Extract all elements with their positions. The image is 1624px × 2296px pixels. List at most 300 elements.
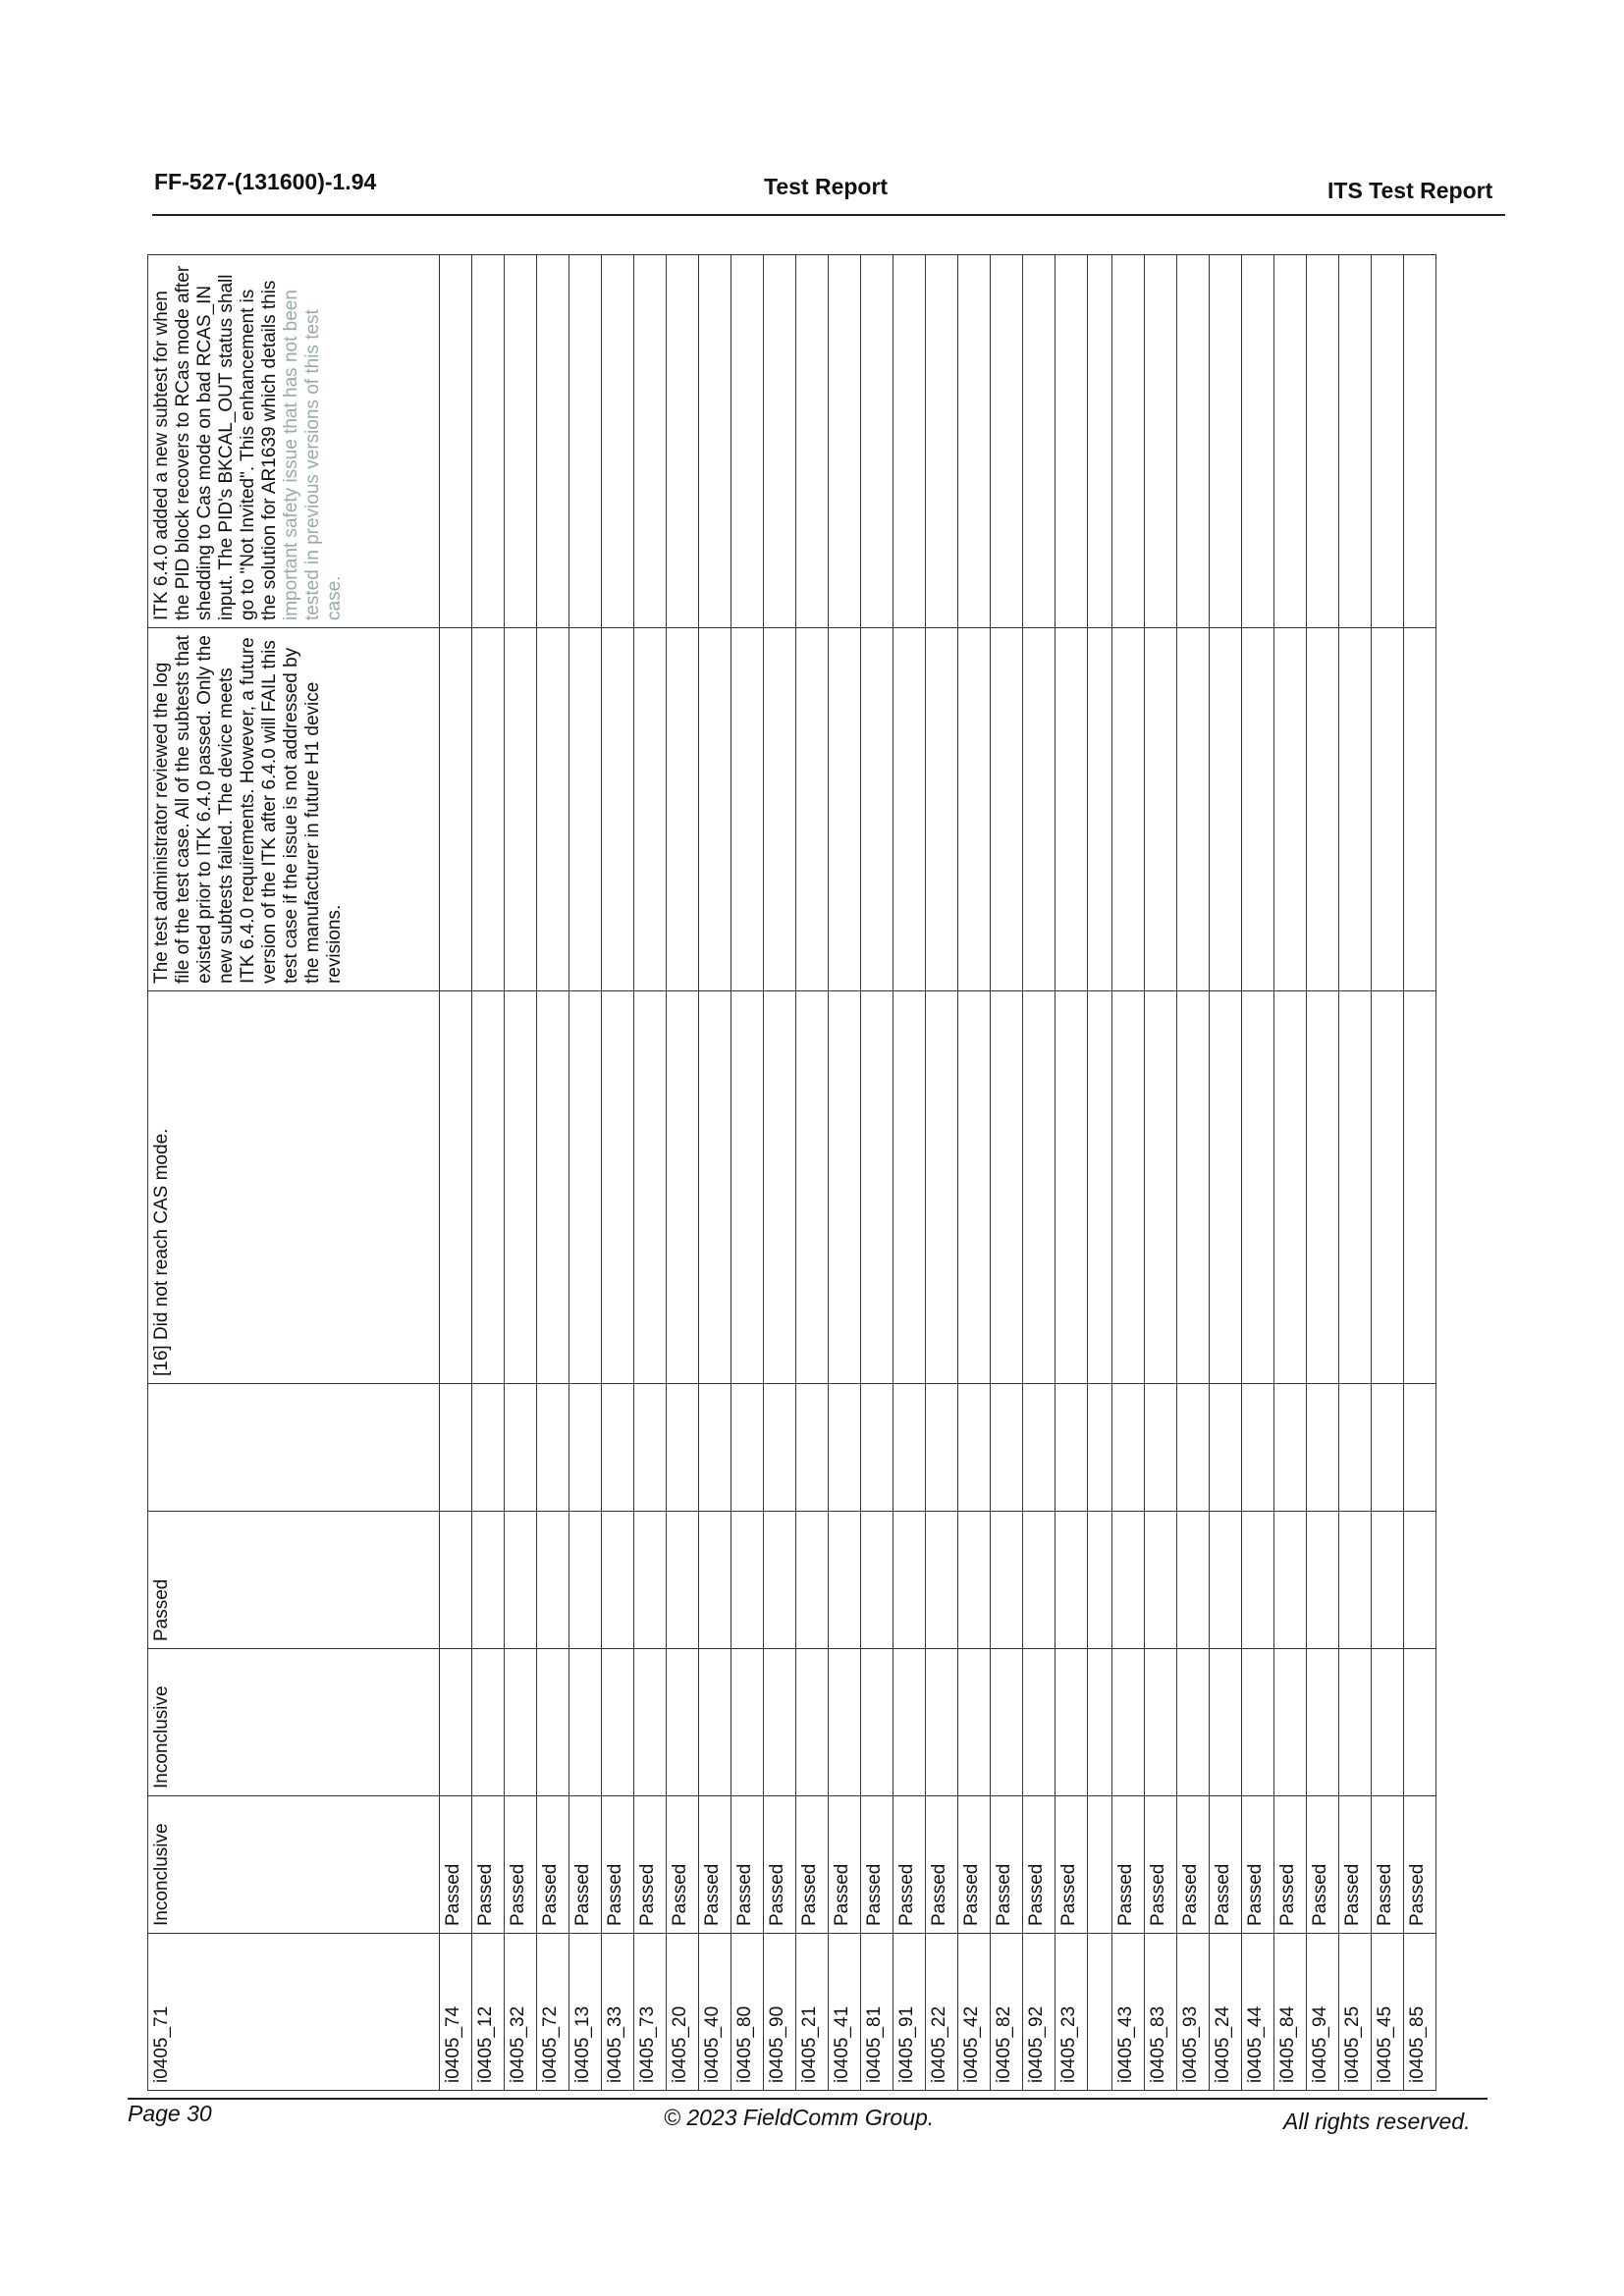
empty-cell (602, 1649, 634, 1796)
empty-cell (634, 1512, 667, 1649)
empty-cell (926, 1384, 958, 1512)
test-id-cell: i0405_94 (1307, 1934, 1339, 2091)
empty-cell (569, 991, 602, 1384)
empty-cell (440, 1384, 472, 1512)
empty-cell (1274, 628, 1307, 991)
test-id-cell: i0405_83 (1145, 1934, 1177, 2091)
empty-cell (1404, 255, 1436, 628)
col4-cell: Passed (148, 1512, 440, 1649)
empty-cell (699, 628, 731, 991)
empty-cell (1242, 1512, 1274, 1649)
empty-cell (1088, 1649, 1112, 1796)
empty-cell (1088, 255, 1112, 628)
empty-cell (537, 1384, 569, 1512)
test-id-cell: i0405_73 (634, 1934, 667, 2091)
empty-cell (893, 991, 926, 1384)
result-cell: Passed (472, 1796, 505, 1934)
empty-cell (1145, 1384, 1177, 1512)
results-table-rotated (147, 255, 1497, 2091)
empty-cell (829, 255, 861, 628)
empty-cell (764, 1649, 796, 1796)
empty-cell (926, 1512, 958, 1649)
empty-cell (699, 1649, 731, 1796)
result-cell: Passed (1372, 1796, 1404, 1934)
empty-cell (699, 1512, 731, 1649)
empty-cell (1274, 1512, 1307, 1649)
empty-cell (1112, 255, 1145, 628)
empty-cell (602, 255, 634, 628)
result-cell: Passed (731, 1796, 764, 1934)
table-row (926, 255, 958, 2091)
empty-cell (1056, 255, 1088, 628)
table-row (569, 255, 602, 2091)
empty-cell (731, 1512, 764, 1649)
empty-cell (861, 628, 893, 991)
table-row (472, 255, 505, 2091)
empty-cell (1023, 628, 1056, 991)
table-row (1056, 255, 1088, 2091)
results-table (147, 254, 1436, 2091)
empty-cell (796, 1649, 829, 1796)
page-center-title: Test Report (764, 174, 889, 199)
empty-cell (1145, 991, 1177, 1384)
empty-cell (1056, 1512, 1088, 1649)
table-row (699, 255, 731, 2091)
result-cell: Passed (829, 1796, 861, 1934)
result-cell: Passed (1056, 1796, 1088, 1934)
empty-cell (1210, 1384, 1242, 1512)
empty-cell (1177, 628, 1210, 991)
empty-cell (991, 1649, 1023, 1796)
empty-cell (1177, 1649, 1210, 1796)
footer-rule (128, 2098, 1488, 2100)
empty-cell (958, 991, 991, 1384)
empty-cell (1307, 991, 1339, 1384)
test-id-cell: i0405_21 (796, 1934, 829, 2091)
empty-cell (926, 628, 958, 991)
empty-cell (893, 1512, 926, 1649)
empty-cell (1088, 628, 1112, 991)
empty-cell (731, 991, 764, 1384)
empty-cell (537, 1649, 569, 1796)
test-id-cell: i0405_23 (1056, 1934, 1088, 2091)
result-cell: Passed (958, 1796, 991, 1934)
test-id-cell: i0405_12 (472, 1934, 505, 2091)
test-id-cell: i0405_40 (699, 1934, 731, 2091)
result-cell: Passed (1023, 1796, 1056, 1934)
empty-cell (505, 255, 537, 628)
empty-cell (861, 1384, 893, 1512)
table-row (764, 255, 796, 2091)
empty-cell (472, 255, 505, 628)
empty-cell (1023, 1384, 1056, 1512)
itk-note-cell (148, 255, 440, 628)
empty-cell (440, 1512, 472, 1649)
empty-cell (1372, 628, 1404, 991)
empty-cell (958, 628, 991, 991)
empty-cell (1112, 1649, 1145, 1796)
result-cell: Passed (1274, 1796, 1307, 1934)
empty-cell (991, 991, 1023, 1384)
empty-cell (926, 991, 958, 1384)
empty-cell (1242, 1649, 1274, 1796)
reason-cell: [16] Did not reach CAS mode. (148, 991, 440, 1384)
empty-cell (440, 1649, 472, 1796)
empty-cell (731, 628, 764, 991)
empty-cell (1023, 991, 1056, 1384)
empty-cell (667, 255, 699, 628)
empty-cell (537, 1512, 569, 1649)
table-row (667, 255, 699, 2091)
test-id-cell: i0405_93 (1177, 1934, 1210, 2091)
empty-cell (1088, 1934, 1112, 2091)
table-row (731, 255, 764, 2091)
empty-cell (1056, 1649, 1088, 1796)
empty-cell (1056, 991, 1088, 1384)
result-cell: Passed (537, 1796, 569, 1934)
table-row (829, 255, 861, 2091)
empty-cell (1307, 255, 1339, 628)
result-cell: Passed (991, 1796, 1023, 1934)
empty-cell (1145, 255, 1177, 628)
empty-cell (634, 628, 667, 991)
test-id-cell: i0405_82 (991, 1934, 1023, 2091)
empty-cell (440, 991, 472, 1384)
empty-cell (569, 255, 602, 628)
empty-cell (991, 1512, 1023, 1649)
test-id-cell: i0405_20 (667, 1934, 699, 2091)
empty-cell (958, 1512, 991, 1649)
empty-cell (537, 991, 569, 1384)
empty-cell (991, 1384, 1023, 1512)
empty-cell (1274, 1384, 1307, 1512)
empty-cell (472, 628, 505, 991)
empty-cell (602, 628, 634, 991)
empty-cell (1404, 1512, 1436, 1649)
empty-cell (1274, 1649, 1307, 1796)
empty-cell (1112, 1512, 1145, 1649)
empty-cell (1372, 1512, 1404, 1649)
empty-cell (829, 1512, 861, 1649)
test-id-cell: i0405_44 (1242, 1934, 1274, 2091)
table-row (634, 255, 667, 2091)
empty-cell (1372, 1384, 1404, 1512)
result-cell: Passed (602, 1796, 634, 1934)
empty-cell (634, 991, 667, 1384)
empty-cell (796, 628, 829, 991)
empty-cell (667, 1649, 699, 1796)
empty-cell (1372, 1649, 1404, 1796)
empty-cell (1112, 991, 1145, 1384)
test-id-cell: i0405_91 (893, 1934, 926, 2091)
empty-cell (1210, 1649, 1242, 1796)
empty-cell (472, 1384, 505, 1512)
table-row (440, 255, 472, 2091)
empty-cell (1307, 628, 1339, 991)
itk-note-main: ITK 6.4.0 added a new subtest for when the PID block recovers to RCas mode after shedding to Cas mode on bad RCAS_IN input. The PID's BKCAL_OUT status shall go to "Not Invited". This enhancement is the solution for AR1639 which details this (151, 265, 280, 620)
test-id-cell: i0405_92 (1023, 1934, 1056, 2091)
empty-cell (569, 1512, 602, 1649)
page-number: Page 30 (128, 2101, 212, 2126)
admin-note-cell: The test administrator reviewed the log file of the test case. All of the subtests that existed prior to ITK 6.4.0 passed. Only the new subtests failed. The device meets ITK 6.4.0 requirements. However, a future version of the ITK after 6.4.0 will FAIL this test case if the issue is not addressed by the manufacturer in future H1 device revisions. (148, 628, 440, 991)
empty-cell (1404, 1384, 1436, 1512)
test-id-cell: i0405_84 (1274, 1934, 1307, 2091)
empty-cell (1210, 991, 1242, 1384)
result-cell: Passed (634, 1796, 667, 1934)
empty-cell (602, 991, 634, 1384)
table-row (602, 255, 634, 2091)
empty-cell (667, 991, 699, 1384)
result-cell: Inconclusive (148, 1796, 440, 1934)
empty-cell (1056, 1384, 1088, 1512)
test-id-cell: i0405_41 (829, 1934, 861, 2091)
empty-cell (1372, 991, 1404, 1384)
table-row (1339, 255, 1372, 2091)
empty-cell (1088, 1512, 1112, 1649)
result-cell: Passed (569, 1796, 602, 1934)
result-cell: Passed (861, 1796, 893, 1934)
result-cell: Passed (699, 1796, 731, 1934)
empty-cell (1339, 628, 1372, 991)
empty-cell (764, 255, 796, 628)
empty-cell (731, 255, 764, 628)
result-cell: Passed (1210, 1796, 1242, 1934)
test-id-cell: i0405_71 (148, 1934, 440, 2091)
empty-cell (569, 1649, 602, 1796)
test-id-cell: i0405_45 (1372, 1934, 1404, 2091)
test-id-cell: i0405_22 (926, 1934, 958, 2091)
empty-cell (1023, 1512, 1056, 1649)
header-rule (152, 214, 1505, 216)
table-row (991, 255, 1023, 2091)
empty-cell (1242, 255, 1274, 628)
empty-cell (861, 255, 893, 628)
empty-cell (796, 255, 829, 628)
empty-cell (958, 1384, 991, 1512)
empty-cell (1242, 1384, 1274, 1512)
empty-cell (1210, 255, 1242, 628)
empty-cell (926, 255, 958, 628)
result-cell: Passed (926, 1796, 958, 1934)
test-id-cell: i0405_13 (569, 1934, 602, 2091)
empty-cell (472, 991, 505, 1384)
empty-cell (1145, 1649, 1177, 1796)
table-row (958, 255, 991, 2091)
empty-cell (1145, 1512, 1177, 1649)
empty-cell (1112, 628, 1145, 991)
empty-cell (537, 255, 569, 628)
empty-cell (667, 1384, 699, 1512)
empty-cell (1339, 991, 1372, 1384)
empty-cell (699, 1384, 731, 1512)
empty-cell (829, 991, 861, 1384)
result-cell: Passed (1242, 1796, 1274, 1934)
empty-cell (1112, 1384, 1145, 1512)
col3-cell: Inconclusive (148, 1649, 440, 1796)
result-cell: Passed (1177, 1796, 1210, 1934)
col5-cell (148, 1384, 440, 1512)
empty-cell (796, 991, 829, 1384)
doc-id: FF-527-(131600)-1.94 (154, 169, 377, 194)
empty-cell (667, 628, 699, 991)
empty-cell (1210, 1512, 1242, 1649)
empty-cell (1177, 1384, 1210, 1512)
empty-cell (829, 628, 861, 991)
rights: All rights reserved. (1283, 2109, 1471, 2134)
table-row (1404, 255, 1436, 2091)
spacer-row (1088, 255, 1112, 2091)
empty-cell (1404, 1649, 1436, 1796)
empty-cell (1088, 1384, 1112, 1512)
page-right-title: ITS Test Report (1327, 178, 1493, 203)
empty-cell (1274, 991, 1307, 1384)
empty-cell (926, 1649, 958, 1796)
result-cell: Passed (1307, 1796, 1339, 1934)
table-row (861, 255, 893, 2091)
result-cell: Passed (505, 1796, 537, 1934)
test-id-cell: i0405_42 (958, 1934, 991, 2091)
table-row (505, 255, 537, 2091)
empty-cell (1339, 1649, 1372, 1796)
table-row (1145, 255, 1177, 2091)
empty-cell (1023, 1649, 1056, 1796)
result-cell: Passed (667, 1796, 699, 1934)
table-row (1242, 255, 1274, 2091)
empty-cell (602, 1512, 634, 1649)
table-row (1372, 255, 1404, 2091)
empty-cell (893, 1649, 926, 1796)
empty-cell (505, 1649, 537, 1796)
empty-cell (1023, 255, 1056, 628)
empty-cell (1088, 1796, 1112, 1934)
test-id-cell: i0405_85 (1404, 1934, 1436, 2091)
empty-cell (958, 1649, 991, 1796)
empty-cell (1274, 255, 1307, 628)
empty-cell (861, 1512, 893, 1649)
test-id-cell: i0405_81 (861, 1934, 893, 2091)
table-row (148, 255, 440, 2091)
table-row (537, 255, 569, 2091)
table-row (893, 255, 926, 2091)
empty-cell (1404, 991, 1436, 1384)
empty-cell (1339, 255, 1372, 628)
empty-cell (472, 1649, 505, 1796)
empty-cell (1404, 628, 1436, 991)
empty-cell (1307, 1512, 1339, 1649)
empty-cell (1177, 1512, 1210, 1649)
result-cell: Passed (1112, 1796, 1145, 1934)
empty-cell (991, 255, 1023, 628)
test-id-cell: i0405_25 (1339, 1934, 1372, 2091)
empty-cell (796, 1384, 829, 1512)
table-row (1307, 255, 1339, 2091)
empty-cell (440, 628, 472, 991)
empty-cell (1372, 255, 1404, 628)
empty-cell (1177, 991, 1210, 1384)
empty-cell (602, 1384, 634, 1512)
copyright: © 2023 FieldComm Group. (664, 2105, 935, 2130)
test-id-cell: i0405_80 (731, 1934, 764, 2091)
test-id-cell: i0405_43 (1112, 1934, 1145, 2091)
result-cell: Passed (1339, 1796, 1372, 1934)
empty-cell (829, 1384, 861, 1512)
empty-cell (893, 255, 926, 628)
empty-cell (1242, 991, 1274, 1384)
empty-cell (699, 255, 731, 628)
empty-cell (1210, 628, 1242, 991)
empty-cell (1145, 628, 1177, 991)
empty-cell (861, 991, 893, 1384)
empty-cell (569, 628, 602, 991)
empty-cell (861, 1649, 893, 1796)
empty-cell (440, 255, 472, 628)
empty-cell (505, 991, 537, 1384)
empty-cell (472, 1512, 505, 1649)
table-row (1274, 255, 1307, 2091)
table-row (1023, 255, 1056, 2091)
test-id-cell: i0405_33 (602, 1934, 634, 2091)
empty-cell (634, 1649, 667, 1796)
empty-cell (505, 1384, 537, 1512)
empty-cell (1339, 1512, 1372, 1649)
result-cell: Passed (440, 1796, 472, 1934)
empty-cell (1242, 628, 1274, 991)
test-id-cell: i0405_74 (440, 1934, 472, 2091)
empty-cell (505, 628, 537, 991)
result-cell: Passed (764, 1796, 796, 1934)
table-row (1112, 255, 1145, 2091)
empty-cell (634, 1384, 667, 1512)
result-cell: Passed (796, 1796, 829, 1934)
empty-cell (893, 1384, 926, 1512)
empty-cell (731, 1384, 764, 1512)
empty-cell (667, 1512, 699, 1649)
empty-cell (634, 255, 667, 628)
table-row (1177, 255, 1210, 2091)
empty-cell (1056, 628, 1088, 991)
empty-cell (1307, 1384, 1339, 1512)
test-id-cell: i0405_90 (764, 1934, 796, 2091)
itk-note-faded: important safety issue that has not been tested in previous versions of this test case. (281, 290, 345, 620)
test-id-cell: i0405_72 (537, 1934, 569, 2091)
test-id-cell: i0405_24 (1210, 1934, 1242, 2091)
empty-cell (731, 1649, 764, 1796)
empty-cell (764, 991, 796, 1384)
result-cell: Passed (1404, 1796, 1436, 1934)
empty-cell (796, 1512, 829, 1649)
empty-cell (893, 628, 926, 991)
empty-cell (505, 1512, 537, 1649)
empty-cell (1088, 991, 1112, 1384)
empty-cell (764, 1384, 796, 1512)
table-row (796, 255, 829, 2091)
empty-cell (958, 255, 991, 628)
empty-cell (699, 991, 731, 1384)
empty-cell (1177, 255, 1210, 628)
empty-cell (764, 628, 796, 991)
result-cell: Passed (893, 1796, 926, 1934)
result-cell: Passed (1145, 1796, 1177, 1934)
test-id-cell: i0405_32 (505, 1934, 537, 2091)
table-row (1210, 255, 1242, 2091)
empty-cell (991, 628, 1023, 991)
empty-cell (537, 628, 569, 991)
empty-cell (1307, 1649, 1339, 1796)
empty-cell (764, 1512, 796, 1649)
empty-cell (569, 1384, 602, 1512)
empty-cell (829, 1649, 861, 1796)
empty-cell (1339, 1384, 1372, 1512)
